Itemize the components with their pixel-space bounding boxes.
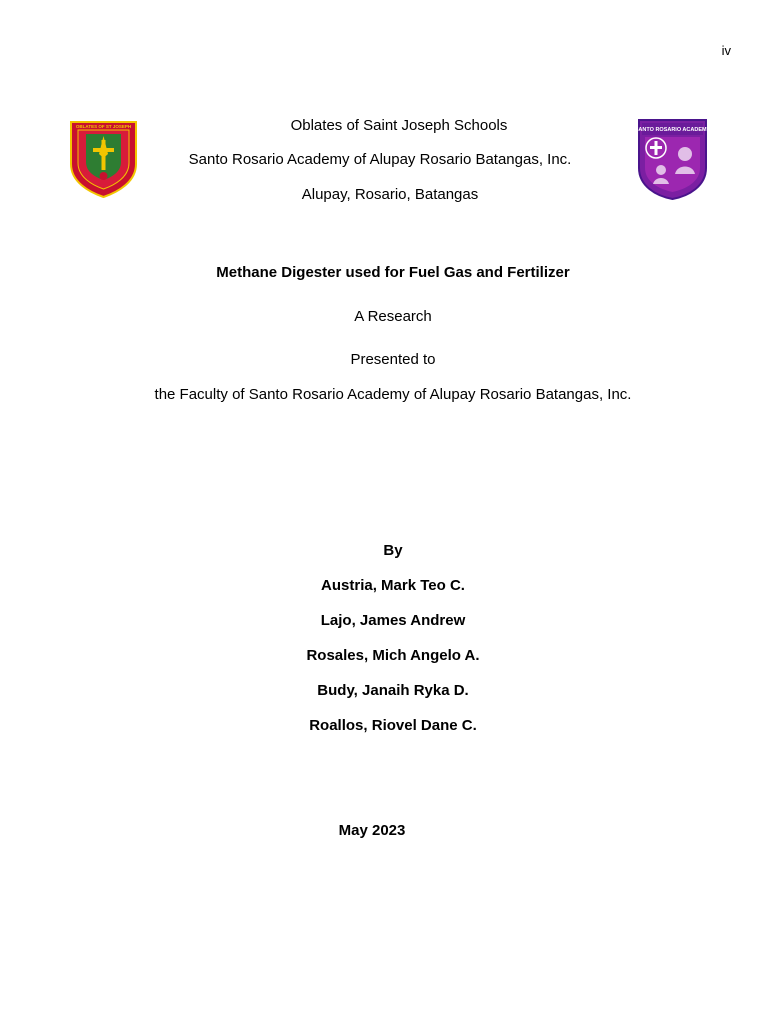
research-title: Methane Digester used for Fuel Gas and Fertilizer: [216, 264, 570, 281]
author-name: Budy, Janaih Ryka D.: [317, 682, 469, 699]
author-name: Roallos, Riovel Dane C.: [309, 717, 477, 734]
presented-to-label: Presented to: [350, 351, 436, 368]
header-school-network: Oblates of Saint Joseph Schools: [290, 117, 508, 134]
header-school-address: Alupay, Rosario, Batangas: [301, 186, 479, 203]
research-subtitle: A Research: [354, 308, 432, 325]
by-label: By: [383, 542, 403, 559]
author-name: Rosales, Mich Angelo A.: [306, 647, 480, 664]
submission-date: May 2023: [338, 822, 406, 839]
page-number: iv: [721, 43, 731, 58]
right-logo-text: SANTO ROSARIO ACADEMY: [637, 127, 708, 133]
header-school-name: Santo Rosario Academy of Alupay Rosario Batangas, Inc.: [188, 151, 572, 168]
author-name: Austria, Mark Teo C.: [321, 577, 465, 594]
faculty-line: the Faculty of Santo Rosario Academy of Alupay Rosario Batangas, Inc.: [154, 386, 632, 403]
author-name: Lajo, James Andrew: [320, 612, 466, 629]
left-logo-text: OBLATES OF ST JOSEPH: [75, 124, 132, 129]
